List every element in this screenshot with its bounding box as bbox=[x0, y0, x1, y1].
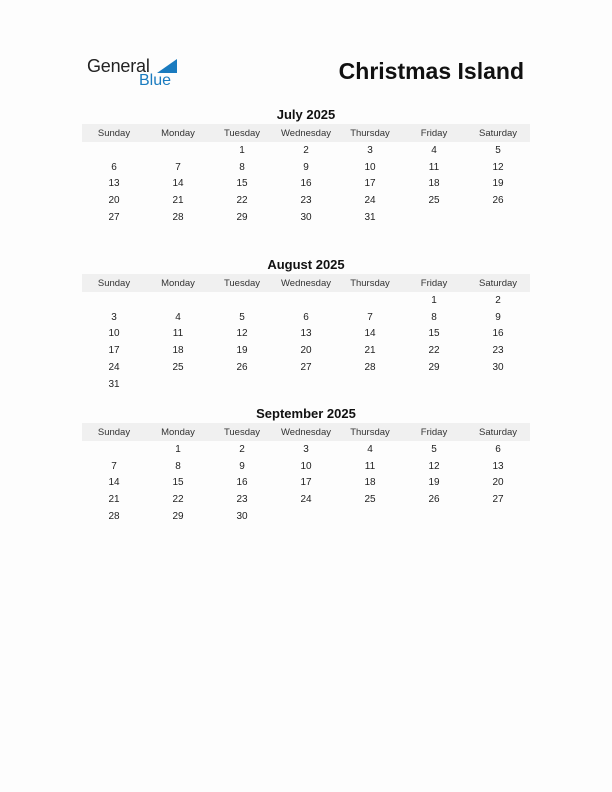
day-cell: 25 bbox=[364, 494, 376, 506]
week-row bbox=[82, 359, 530, 376]
day-cell: 15 bbox=[428, 328, 440, 340]
day-cell: 3 bbox=[367, 144, 373, 156]
weekday-label: Sunday bbox=[97, 277, 131, 289]
week-row bbox=[82, 159, 530, 176]
week-row bbox=[82, 326, 530, 343]
day-cell: 31 bbox=[108, 378, 120, 390]
day-cell: 27 bbox=[108, 212, 120, 224]
day-cell: 2 bbox=[239, 443, 245, 455]
day-cell: 16 bbox=[236, 477, 248, 489]
day-cell: 9 bbox=[495, 311, 501, 323]
day-cell: 12 bbox=[236, 328, 248, 340]
day-cell: 29 bbox=[428, 362, 440, 374]
day-cell: 16 bbox=[492, 328, 504, 340]
day-cell: 20 bbox=[108, 195, 120, 207]
day-cell: 14 bbox=[172, 178, 184, 190]
day-cell: 10 bbox=[108, 328, 120, 340]
day-cell: 23 bbox=[300, 195, 312, 207]
day-cell: 27 bbox=[300, 362, 312, 374]
weekday-label: Saturday bbox=[478, 426, 518, 438]
month-title: August 2025 bbox=[267, 257, 345, 272]
weekday-label: Sunday bbox=[97, 127, 131, 139]
day-cell: 15 bbox=[172, 477, 184, 489]
weekday-label: Friday bbox=[420, 127, 448, 139]
day-cell: 14 bbox=[108, 477, 120, 489]
day-cell: 29 bbox=[172, 511, 184, 523]
month-calendar bbox=[82, 405, 530, 525]
day-cell: 29 bbox=[236, 212, 248, 224]
day-cell: 18 bbox=[172, 345, 184, 357]
weekday-header-row bbox=[82, 124, 530, 142]
week-row bbox=[82, 142, 530, 159]
day-cell: 21 bbox=[172, 195, 184, 207]
weekday-label: Friday bbox=[420, 426, 448, 438]
weekday-label: Monday bbox=[161, 277, 195, 289]
logo-text-general: General bbox=[87, 56, 150, 76]
day-cell: 23 bbox=[236, 494, 248, 506]
day-cell: 3 bbox=[303, 443, 309, 455]
day-cell: 24 bbox=[364, 195, 376, 207]
day-cell: 10 bbox=[300, 460, 312, 472]
weekday-label: Wednesday bbox=[281, 127, 331, 139]
logo-text-blue: Blue bbox=[139, 72, 172, 89]
week-row bbox=[82, 508, 530, 525]
day-cell: 8 bbox=[239, 161, 245, 173]
day-cell: 22 bbox=[172, 494, 184, 506]
week-row bbox=[82, 441, 530, 458]
day-cell: 2 bbox=[303, 144, 309, 156]
weekday-label: Wednesday bbox=[281, 426, 331, 438]
day-cell: 19 bbox=[428, 477, 440, 489]
country-title: Christmas Island bbox=[338, 58, 524, 84]
day-cell: 17 bbox=[108, 345, 120, 357]
day-cell: 7 bbox=[111, 460, 117, 472]
day-cell: 14 bbox=[364, 328, 376, 340]
week-row bbox=[82, 475, 530, 492]
day-cell: 19 bbox=[236, 345, 248, 357]
weekday-header-row bbox=[82, 274, 530, 292]
day-cell: 21 bbox=[108, 494, 120, 506]
day-cell: 4 bbox=[367, 443, 373, 455]
day-cell: 3 bbox=[111, 311, 117, 323]
general-blue-logo bbox=[87, 56, 187, 92]
day-cell: 5 bbox=[431, 443, 437, 455]
weekday-label: Tuesday bbox=[223, 426, 261, 438]
day-cell: 12 bbox=[492, 161, 504, 173]
weekday-label: Thursday bbox=[350, 127, 390, 139]
weekday-label: Thursday bbox=[350, 426, 390, 438]
day-cell: 8 bbox=[431, 311, 437, 323]
weekday-label: Thursday bbox=[350, 277, 390, 289]
day-cell: 24 bbox=[300, 494, 312, 506]
day-cell: 22 bbox=[236, 195, 248, 207]
day-cell: 12 bbox=[428, 460, 440, 472]
week-row bbox=[82, 292, 530, 309]
day-cell: 20 bbox=[300, 345, 312, 357]
day-cell: 4 bbox=[175, 311, 181, 323]
day-cell: 10 bbox=[364, 161, 376, 173]
day-cell: 25 bbox=[172, 362, 184, 374]
day-cell: 11 bbox=[428, 161, 440, 173]
day-cell: 11 bbox=[364, 460, 376, 472]
day-cell: 9 bbox=[239, 460, 245, 472]
day-cell: 28 bbox=[108, 511, 120, 523]
day-cell: 31 bbox=[364, 212, 376, 224]
day-cell: 6 bbox=[303, 311, 309, 323]
day-cell: 1 bbox=[431, 294, 437, 306]
weekday-label: Monday bbox=[161, 426, 195, 438]
day-cell: 18 bbox=[364, 477, 376, 489]
day-cell: 26 bbox=[236, 362, 248, 374]
week-row bbox=[82, 309, 530, 326]
day-cell: 28 bbox=[364, 362, 376, 374]
day-cell: 19 bbox=[492, 178, 504, 190]
month-calendar bbox=[82, 106, 530, 226]
day-cell: 6 bbox=[111, 161, 117, 173]
day-cell: 30 bbox=[492, 362, 504, 374]
week-row bbox=[82, 209, 530, 226]
weekday-label: Saturday bbox=[478, 277, 518, 289]
week-row bbox=[82, 376, 530, 393]
day-cell: 28 bbox=[172, 212, 184, 224]
logo-triangle-icon bbox=[157, 59, 177, 73]
day-cell: 25 bbox=[428, 195, 440, 207]
day-cell: 17 bbox=[364, 178, 376, 190]
month-title: September 2025 bbox=[256, 406, 356, 421]
day-cell: 27 bbox=[492, 494, 504, 506]
day-cell: 5 bbox=[239, 311, 245, 323]
week-row bbox=[82, 342, 530, 359]
day-cell: 5 bbox=[495, 144, 501, 156]
day-cell: 22 bbox=[428, 345, 440, 357]
day-cell: 13 bbox=[300, 328, 312, 340]
day-cell: 26 bbox=[428, 494, 440, 506]
day-cell: 15 bbox=[236, 178, 248, 190]
month-title: July 2025 bbox=[276, 107, 336, 122]
day-cell: 13 bbox=[108, 178, 120, 190]
day-cell: 30 bbox=[300, 212, 312, 224]
weekday-label: Wednesday bbox=[281, 277, 331, 289]
weekday-label: Sunday bbox=[97, 426, 131, 438]
day-cell: 18 bbox=[428, 178, 440, 190]
day-cell: 7 bbox=[175, 161, 181, 173]
month-calendar bbox=[82, 256, 530, 393]
day-cell: 20 bbox=[492, 477, 504, 489]
week-row bbox=[82, 491, 530, 508]
weekday-label: Saturday bbox=[478, 127, 518, 139]
weekday-label: Tuesday bbox=[223, 127, 261, 139]
day-cell: 13 bbox=[492, 460, 504, 472]
day-cell: 21 bbox=[364, 345, 376, 357]
day-cell: 1 bbox=[175, 443, 181, 455]
week-row bbox=[82, 176, 530, 193]
week-row bbox=[82, 192, 530, 209]
day-cell: 11 bbox=[172, 328, 184, 340]
day-cell: 26 bbox=[492, 195, 504, 207]
day-cell: 17 bbox=[300, 477, 312, 489]
weekday-label: Monday bbox=[161, 127, 195, 139]
weekday-label: Tuesday bbox=[223, 277, 261, 289]
week-row bbox=[82, 458, 530, 475]
day-cell: 1 bbox=[239, 144, 245, 156]
weekday-label: Friday bbox=[420, 277, 448, 289]
weekday-header-row bbox=[82, 423, 530, 441]
day-cell: 2 bbox=[495, 294, 501, 306]
day-cell: 8 bbox=[175, 460, 181, 472]
day-cell: 16 bbox=[300, 178, 312, 190]
day-cell: 23 bbox=[492, 345, 504, 357]
day-cell: 7 bbox=[367, 311, 373, 323]
day-cell: 24 bbox=[108, 362, 120, 374]
day-cell: 9 bbox=[303, 161, 309, 173]
day-cell: 30 bbox=[236, 511, 248, 523]
day-cell: 6 bbox=[495, 443, 501, 455]
day-cell: 4 bbox=[431, 144, 437, 156]
